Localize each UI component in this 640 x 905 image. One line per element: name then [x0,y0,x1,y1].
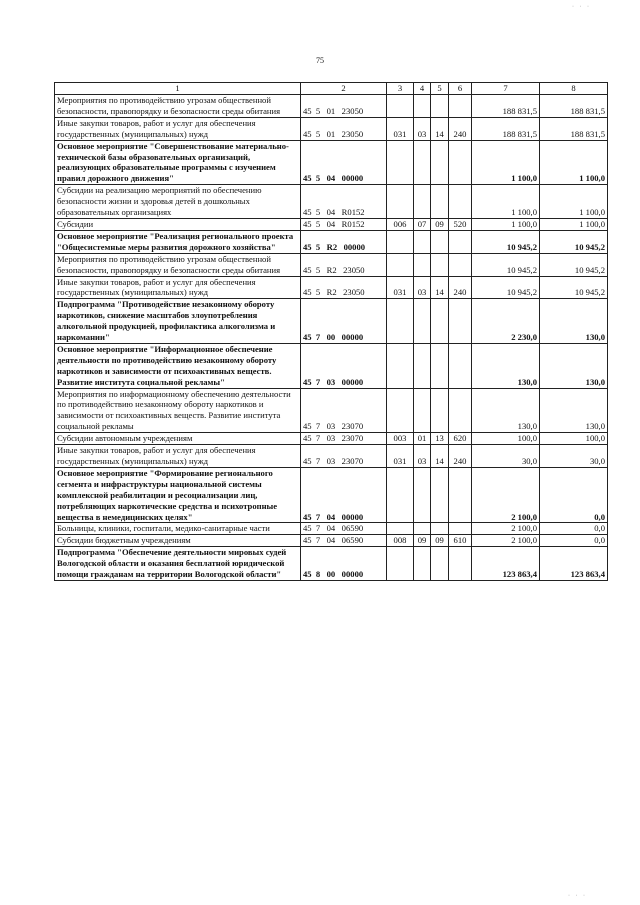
scan-mark: · · · [568,893,587,899]
row-amount-cell: 10 945,2 [472,230,540,253]
row-amount-cell: 10 945,2 [540,253,608,276]
column-header: 8 [540,83,608,95]
row-col6-cell: 520 [449,218,472,230]
row-code-cell: 45 7 03 23070 [301,433,387,445]
row-code-cell: 45 5 04 00000 [301,140,387,185]
row-amount-cell: 1 100,0 [540,218,608,230]
row-amount-cell: 30,0 [472,445,540,468]
row-col4-cell: 03 [414,117,431,140]
row-col3-cell [387,467,414,523]
row-amount-cell: 130,0 [472,388,540,433]
row-col5-cell [431,467,449,523]
row-name-cell: Иные закупки товаров, работ и услуг для обеспечения государственных (муниципальных) нужд [55,445,301,468]
row-col3-cell: 008 [387,535,414,547]
row-col5-cell [431,523,449,535]
table-row [55,140,608,185]
scan-mark: · · · [572,4,591,10]
row-col5-cell [431,185,449,219]
row-amount-cell: 123 863,4 [472,547,540,581]
row-col6-cell [449,467,472,523]
row-name-cell: Основное мероприятие "Совершенствование материально-технической базы образовательных организаций, реализующих образовательные программы с изучением правил дорожного движения" [55,140,301,185]
row-col5-cell [431,299,449,344]
column-header: 4 [414,83,431,95]
row-amount-cell: 0,0 [540,467,608,523]
row-col4-cell [414,95,431,118]
row-amount-cell: 188 831,5 [540,95,608,118]
row-col6-cell [449,343,472,388]
row-amount-cell: 188 831,5 [472,95,540,118]
table-row [55,388,608,433]
row-code-cell: 45 5 01 23050 [301,95,387,118]
row-amount-cell: 188 831,5 [540,117,608,140]
row-col6-cell: 240 [449,117,472,140]
column-header: 2 [301,83,387,95]
row-code-cell: 45 5 R2 00000 [301,230,387,253]
row-code-cell: 45 7 03 00000 [301,343,387,388]
row-col4-cell: 07 [414,218,431,230]
row-amount-cell: 100,0 [540,433,608,445]
row-name-cell: Мероприятия по противодействию угрозам общественной безопасности, правопорядку и безопасности среды обитания [55,95,301,118]
row-col5-cell: 09 [431,535,449,547]
row-amount-cell: 2 100,0 [472,535,540,547]
row-col4-cell: 03 [414,276,431,299]
row-col4-cell [414,343,431,388]
row-amount-cell: 1 100,0 [472,140,540,185]
row-col6-cell [449,140,472,185]
row-name-cell: Субсидии [55,218,301,230]
row-col4-cell [414,547,431,581]
row-col6-cell [449,547,472,581]
row-col3-cell [387,343,414,388]
row-col6-cell [449,253,472,276]
row-col6-cell [449,230,472,253]
row-amount-cell: 1 100,0 [472,185,540,219]
row-name-cell: Субсидии бюджетным учреждениям [55,535,301,547]
column-header: 7 [472,83,540,95]
table-body [55,95,608,581]
row-col4-cell [414,388,431,433]
row-col3-cell [387,388,414,433]
row-code-cell: 45 7 04 06590 [301,523,387,535]
table-row [55,253,608,276]
row-amount-cell: 130,0 [540,388,608,433]
row-col6-cell: 620 [449,433,472,445]
row-col4-cell: 09 [414,535,431,547]
row-col3-cell [387,253,414,276]
row-col5-cell [431,230,449,253]
row-col5-cell [431,343,449,388]
row-col3-cell [387,185,414,219]
row-name-cell: Основное мероприятие "Информационное обеспечение деятельности по противодействию незаконному обороту наркотиков и зависимости от психоактивных веществ. Развитие института социальной рекламы" [55,343,301,388]
row-col5-cell [431,95,449,118]
row-col5-cell: 14 [431,445,449,468]
row-amount-cell: 130,0 [540,299,608,344]
row-amount-cell: 100,0 [472,433,540,445]
row-amount-cell: 30,0 [540,445,608,468]
row-col4-cell [414,253,431,276]
row-col5-cell: 14 [431,276,449,299]
row-col3-cell: 031 [387,276,414,299]
row-col3-cell: 006 [387,218,414,230]
row-name-cell: Подпрограмма "Обеспечение деятельности мировых судей Вологодской области и оказания бесплатной юридической помощи гражданам на территории Вологодской области" [55,547,301,581]
row-col5-cell: 09 [431,218,449,230]
row-col3-cell [387,140,414,185]
row-col5-cell: 14 [431,117,449,140]
row-col5-cell [431,140,449,185]
row-amount-cell: 1 100,0 [472,218,540,230]
column-header-row [55,83,608,95]
row-col6-cell [449,388,472,433]
table-row [55,185,608,219]
row-amount-cell: 10 945,2 [540,230,608,253]
row-amount-cell: 10 945,2 [472,276,540,299]
table-row [55,547,608,581]
table-row [55,95,608,118]
row-amount-cell: 2 230,0 [472,299,540,344]
row-col3-cell: 003 [387,433,414,445]
row-col4-cell: 01 [414,433,431,445]
row-col5-cell [431,388,449,433]
row-amount-cell: 2 100,0 [472,467,540,523]
row-code-cell: 45 8 00 00000 [301,547,387,581]
row-amount-cell: 130,0 [472,343,540,388]
budget-table [54,82,608,581]
row-amount-cell: 10 945,2 [540,276,608,299]
row-code-cell: 45 7 03 23070 [301,388,387,433]
row-name-cell: Мероприятия по противодействию угрозам общественной безопасности, правопорядку и безопасности среды обитания [55,253,301,276]
row-col4-cell [414,523,431,535]
row-col4-cell [414,467,431,523]
row-amount-cell: 130,0 [540,343,608,388]
row-amount-cell: 1 100,0 [540,140,608,185]
row-col4-cell [414,299,431,344]
row-col4-cell [414,185,431,219]
row-col6-cell [449,95,472,118]
row-code-cell: 45 5 01 23050 [301,117,387,140]
table-row [55,343,608,388]
row-col5-cell [431,547,449,581]
table-row [55,445,608,468]
row-code-cell: 45 7 03 23070 [301,445,387,468]
row-amount-cell: 0,0 [540,535,608,547]
table-row [55,117,608,140]
row-amount-cell: 123 863,4 [540,547,608,581]
row-code-cell: 45 5 R2 23050 [301,253,387,276]
row-code-cell: 45 7 00 00000 [301,299,387,344]
row-name-cell: Основное мероприятие "Реализация регионального проекта "Общесистемные меры развития дорожного хозяйства" [55,230,301,253]
row-code-cell: 45 5 04 R0152 [301,185,387,219]
column-header: 3 [387,83,414,95]
row-col4-cell [414,230,431,253]
table-row [55,230,608,253]
row-col6-cell [449,523,472,535]
column-header: 6 [449,83,472,95]
row-amount-cell: 10 945,2 [472,253,540,276]
row-col4-cell: 03 [414,445,431,468]
table-row [55,467,608,523]
row-code-cell: 45 7 04 06590 [301,535,387,547]
row-amount-cell: 2 100,0 [472,523,540,535]
row-code-cell: 45 5 04 R0152 [301,218,387,230]
table-row [55,523,608,535]
row-name-cell: Больницы, клиники, госпитали, медико-санитарные части [55,523,301,535]
row-name-cell: Подпрограмма "Противодействие незаконному обороту наркотиков, снижение масштабов злоупотребления алкогольной продукцией, профилактика алкоголизма и наркомании" [55,299,301,344]
table-row [55,433,608,445]
row-col3-cell [387,523,414,535]
row-col3-cell [387,95,414,118]
table-row [55,218,608,230]
row-code-cell: 45 7 04 00000 [301,467,387,523]
row-name-cell: Мероприятия по информационному обеспечению деятельности по противодействию незаконному обороту наркотиков и зависимости от психоактивных веществ. Развитие института социальной рекламы [55,388,301,433]
row-col3-cell [387,230,414,253]
row-name-cell: Иные закупки товаров, работ и услуг для обеспечения государственных (муниципальных) нужд [55,276,301,299]
row-name-cell: Основное мероприятие "Формирование регионального сегмента и инфраструктуры национальной системы комплексной реабилитации и ресоциализации лиц, потребляющих наркотические средства и психотропные вещества в немедицинских целях" [55,467,301,523]
row-amount-cell: 0,0 [540,523,608,535]
row-col6-cell [449,185,472,219]
row-amount-cell: 188 831,5 [472,117,540,140]
row-col4-cell [414,140,431,185]
table-row [55,535,608,547]
row-col6-cell: 240 [449,276,472,299]
row-col3-cell: 031 [387,445,414,468]
row-col3-cell [387,547,414,581]
row-amount-cell: 1 100,0 [540,185,608,219]
row-col5-cell: 13 [431,433,449,445]
row-code-cell: 45 5 R2 23050 [301,276,387,299]
column-header: 1 [55,83,301,95]
row-name-cell: Иные закупки товаров, работ и услуг для обеспечения государственных (муниципальных) нужд [55,117,301,140]
row-name-cell: Субсидии автономным учреждениям [55,433,301,445]
row-col6-cell: 610 [449,535,472,547]
row-col6-cell [449,299,472,344]
row-col6-cell: 240 [449,445,472,468]
table-row [55,299,608,344]
row-col3-cell: 031 [387,117,414,140]
row-col5-cell [431,253,449,276]
table-row [55,276,608,299]
page-number: 75 [316,56,324,65]
column-header: 5 [431,83,449,95]
row-name-cell: Субсидии на реализацию мероприятий по обеспечению безопасности жизни и здоровья детей в дошкольных образовательных организациях [55,185,301,219]
row-col3-cell [387,299,414,344]
